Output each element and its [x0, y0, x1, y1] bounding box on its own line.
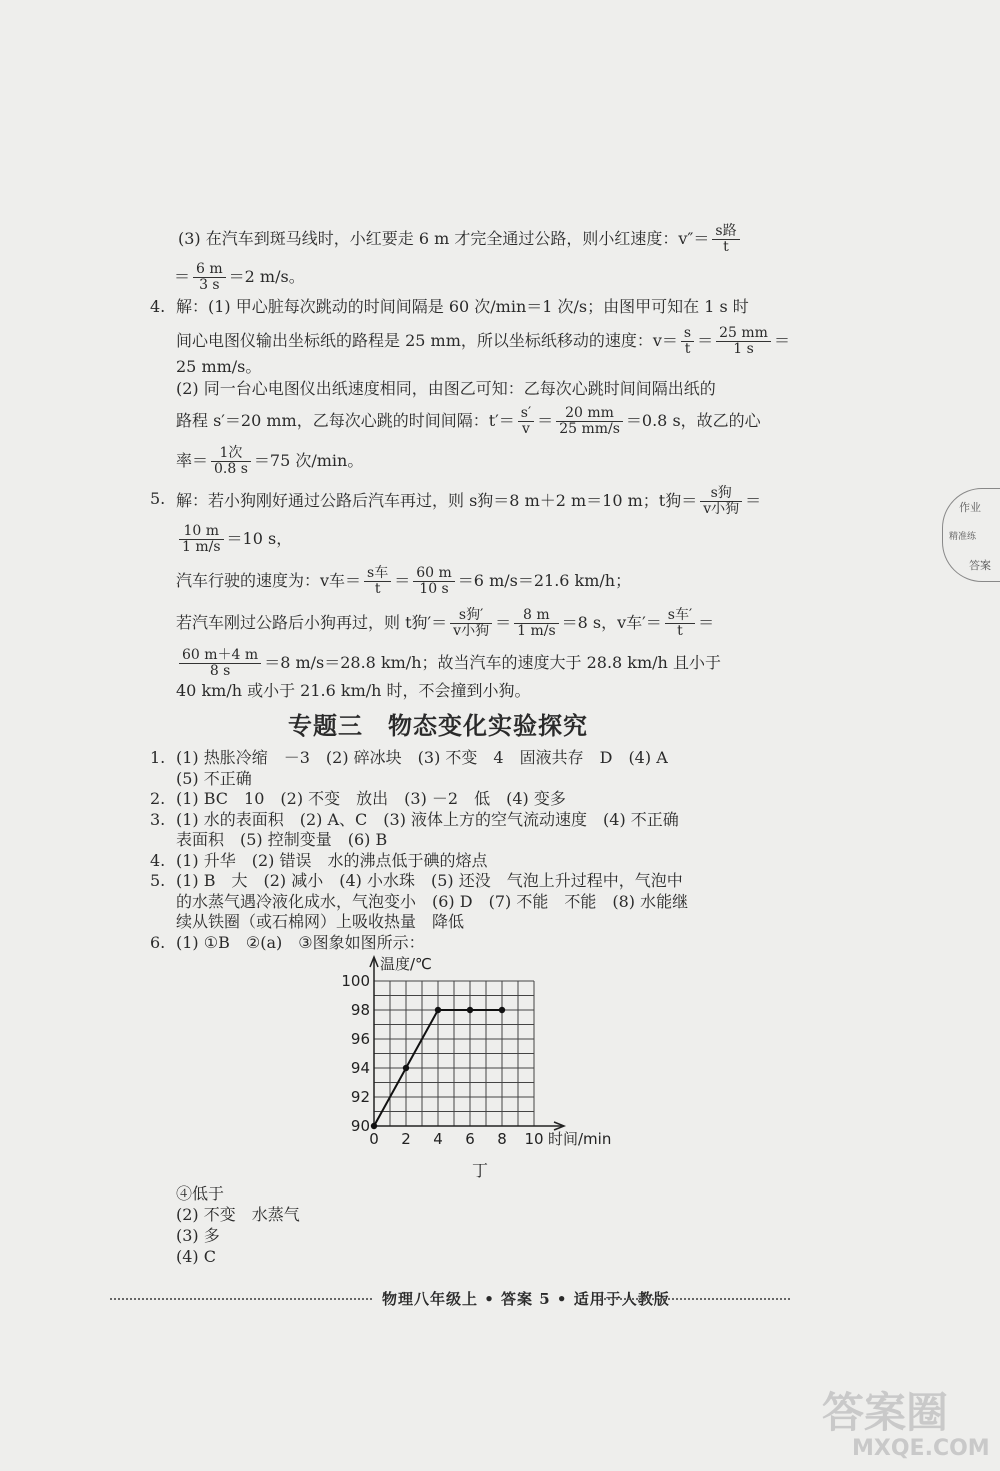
- frac-num: s狗′: [450, 608, 492, 624]
- q4-line5: [176, 406, 761, 437]
- answer-number: 2.: [150, 789, 166, 808]
- fraction: [413, 566, 455, 597]
- frac-den: t: [684, 341, 691, 357]
- side-stamp: [942, 488, 1000, 582]
- x-tick-label: 10: [524, 1130, 544, 1148]
- fraction: [712, 224, 739, 255]
- fraction: [681, 326, 694, 357]
- equals: ＝: [394, 571, 411, 590]
- q5-line4: [176, 608, 714, 639]
- q4-line3: 25 mm/s。: [176, 357, 262, 376]
- x-tick-label: 0: [369, 1130, 379, 1148]
- y-tick-label: 94: [350, 1059, 370, 1077]
- answer-line: (1) 水的表面积 (2) A、C (3) 液体上方的空气流动速度 (4) 不正确: [176, 809, 679, 829]
- data-point: [467, 1007, 473, 1013]
- q4-text: 率＝: [176, 451, 209, 470]
- q3-part3-line2: ＝ $\frac{6 m}{3 s}$ ＝2 m/s。: [174, 261, 305, 293]
- answer-line: 的水蒸气遇冷液化成水，气泡变小 (6) D (7) 不能 不能 (8) 水能继: [176, 891, 689, 911]
- frac-den: v小狗: [703, 501, 740, 517]
- answer-line: (3) 多: [176, 1226, 220, 1245]
- footer-dots-left: [110, 1298, 372, 1300]
- q5-line3: [176, 566, 631, 597]
- q3-text: (3) 在汽车到斑马线时，小红要走 6 m 才完全通过公路，则小红速度：v″＝: [178, 229, 710, 248]
- data-point: [403, 1065, 409, 1071]
- equals: ＝: [495, 613, 512, 632]
- temperature-time-chart: [330, 950, 630, 1190]
- answer-line: (4) C: [176, 1247, 216, 1266]
- frac-den: v小狗: [453, 623, 490, 639]
- footer-dots-right: [600, 1298, 790, 1300]
- answer-number: 6.: [150, 932, 166, 952]
- q5-text: 若汽车刚过公路后小狗再过，则 t狗′＝: [176, 613, 448, 632]
- equals: ＝: [697, 331, 714, 350]
- frac-num: s狗: [700, 486, 742, 502]
- frac-den: 0.8 s: [214, 461, 248, 477]
- q5-number: 5.: [150, 489, 166, 508]
- watermark-logo: 答案圈: [822, 1388, 949, 1437]
- q4-text: ＝75 次/min。: [253, 451, 364, 470]
- answer-number: 4.: [150, 850, 166, 870]
- frac-num: 60 m＋4 m: [179, 648, 261, 664]
- answer-number: 3.: [150, 809, 166, 829]
- equals: ＝: [537, 411, 554, 430]
- watermark-url: MXQE.COM: [852, 1436, 990, 1461]
- answer-number: 5.: [150, 871, 166, 890]
- frac-num: 8 m: [514, 608, 559, 624]
- stamp-text: 精准练: [949, 532, 977, 542]
- frac-num: 60 m: [413, 566, 455, 582]
- frac-den: 10 s: [419, 581, 449, 597]
- q4-line6: [176, 446, 363, 477]
- frac-den: t: [723, 239, 729, 255]
- fraction: [556, 406, 623, 437]
- x-tick-label: 2: [401, 1130, 411, 1148]
- fraction: [450, 608, 492, 639]
- frac-den: 8 s: [209, 663, 231, 679]
- q5-line6: 40 km/h 或小于 21.6 km/h 时，不会撞到小狗。: [176, 681, 531, 700]
- frac-num: 10 m: [179, 524, 224, 540]
- fraction: [700, 486, 742, 517]
- q5-line2: [176, 524, 292, 555]
- frac-den: 1 m/s: [517, 623, 556, 639]
- frac-den: 25 mm/s: [559, 421, 620, 437]
- q5-text: 汽车行驶的速度为：v车＝: [176, 571, 362, 590]
- answer-line: (1) ①B ②(a) ③图象如图所示：: [176, 932, 425, 952]
- answer-line: ④低于: [176, 1184, 225, 1203]
- x-tick-label: 8: [497, 1130, 507, 1148]
- q5-line1: [176, 486, 761, 517]
- q4-text: 间心电图仪输出坐标纸的路程是 25 mm，所以坐标纸移动的速度：v＝: [176, 331, 678, 350]
- answer-number: 1.: [150, 748, 166, 767]
- x-tick-label: 6: [465, 1130, 475, 1148]
- q5-text: ＝8 s，v车′＝: [561, 613, 662, 632]
- frac-num: s′: [518, 406, 534, 422]
- q3-part3-line1: [178, 224, 743, 255]
- y-tick-label: 98: [350, 1001, 370, 1019]
- y-tick-label: 96: [350, 1030, 370, 1048]
- fraction: [514, 608, 559, 639]
- frac-den: 3 s: [199, 277, 220, 293]
- q5-text: ＝10 s，: [226, 529, 293, 548]
- x-axis-label: 时间/min: [548, 1130, 612, 1148]
- answer-line: (2) 不变 水蒸气: [176, 1205, 300, 1224]
- frac-num: 1次: [211, 446, 251, 462]
- fraction: [665, 608, 695, 639]
- stamp-text: 作业: [959, 501, 981, 514]
- y-tick-label: 90: [350, 1117, 370, 1135]
- x-tick-label: 4: [433, 1130, 443, 1148]
- y-tick-label: 100: [341, 972, 370, 990]
- q5-line5: [176, 648, 721, 679]
- page-footer: [110, 1288, 790, 1308]
- equals: ＝: [698, 613, 715, 632]
- answer-line: (1) B 大 (2) 减小 (4) 小水珠 (5) 还没 气泡上升过程中，气泡中: [176, 871, 683, 890]
- fraction: [179, 524, 224, 555]
- q4-line2: [176, 326, 790, 357]
- answer-line: (1) 升华 (2) 错误 水的沸点低于碘的熔点: [176, 850, 488, 870]
- frac-num: s车′: [665, 608, 695, 624]
- fraction: [179, 648, 261, 679]
- q4-line1: 解：(1) 甲心脏每次跳动的时间间隔是 60 次/min＝1 次/s；由图甲可知在 1 s 时: [176, 297, 749, 316]
- answer-line: 续从铁圈（或石棉网）上吸收热量 降低: [176, 912, 465, 931]
- fraction: [716, 326, 771, 357]
- answer-line: (1) BC 10 (2) 不变 放出 (3) －2 低 (4) 变多: [176, 789, 566, 808]
- frac-num: 25 mm: [716, 326, 771, 342]
- frac-den: 1 s: [733, 341, 754, 357]
- answer-line: (5) 不正确: [176, 768, 252, 788]
- q5-text: ＝8 m/s＝28.8 km/h；故当汽车的速度大于 28.8 km/h 且小于: [264, 653, 721, 672]
- y-tick-label: 92: [350, 1088, 370, 1106]
- q5-text: 解：若小狗刚好通过公路后汽车再过，则 s狗＝8 m＋2 m＝10 m；t狗＝: [176, 491, 698, 510]
- frac-num: s: [681, 326, 694, 342]
- frac-num: 6 m: [193, 262, 226, 278]
- stamp-text: 答案: [969, 559, 991, 572]
- section-title: 专题三 物态变化实验探究: [288, 712, 588, 740]
- frac-den: t: [677, 623, 683, 639]
- footer-text: 物理八年级上 • 答案 5 • 适用于人教版: [382, 1290, 670, 1308]
- fraction: [193, 262, 226, 293]
- answer-line: (1) 热胀冷缩 －3 (2) 碎冰块 (3) 不变 4 固液共存 D (4) A: [176, 748, 668, 767]
- frac-den: v: [522, 421, 530, 437]
- equals: ＝: [745, 491, 762, 510]
- fraction: [211, 446, 251, 477]
- frac-num: s车: [364, 566, 391, 582]
- q4-text: 路程 s′＝20 mm，乙每次心跳的时间间隔：t′＝: [176, 411, 515, 430]
- q4-number: 4.: [150, 297, 166, 316]
- q4-text: ＝0.8 s，故乙的心: [625, 411, 761, 430]
- fraction: [364, 566, 391, 597]
- q3-result: ＝2 m/s。: [228, 267, 305, 286]
- fraction: [518, 406, 534, 437]
- y-axis-label: 温度/℃: [380, 955, 432, 973]
- answer-line: 表面积 (5) 控制变量 (6) B: [176, 830, 388, 849]
- frac-den: t: [374, 581, 381, 597]
- data-point: [435, 1007, 441, 1013]
- data-point: [371, 1123, 377, 1129]
- equals: ＝: [773, 331, 790, 350]
- chart-caption: 丁: [471, 1161, 489, 1180]
- q5-text: ＝6 m/s＝21.6 km/h；: [457, 571, 632, 590]
- data-point: [499, 1007, 505, 1013]
- frac-num: 20 mm: [556, 406, 623, 422]
- frac-num: s路: [712, 224, 739, 240]
- q4-line4: (2) 同一台心电图仪出纸速度相同，由图乙可知：乙每次心跳时间间隔出纸的: [176, 379, 716, 398]
- frac-den: 1 m/s: [182, 539, 221, 555]
